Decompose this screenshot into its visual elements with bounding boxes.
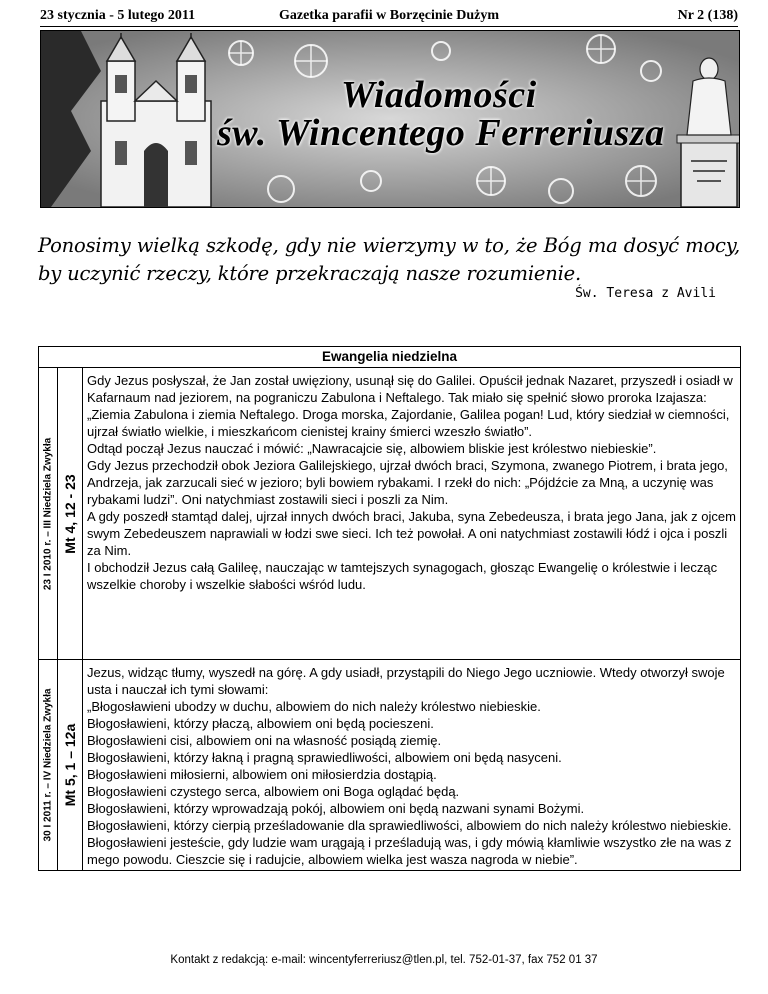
contact-footer: Kontakt z redakcją: e-mail: wincentyferreriusz@tlen.pl, tel. 752-01-37, fax 752 01 37 — [170, 954, 598, 966]
reading-paragraph: Błogosławieni, którzy cierpią prześladowanie dla sprawiedliwości, albowiem do nich należy królestwo niebieskie. — [87, 818, 732, 833]
gospel-table — [38, 346, 741, 871]
masthead-banner — [40, 30, 740, 208]
reading-date-label: 30 I 2011 r. – IV Niedziela Zwykła — [42, 688, 54, 842]
reading-date-cell — [39, 660, 58, 871]
reading-paragraph: A gdy poszedł stamtąd dalej, ujrzał innych dwóch braci, Jakuba, syna Zebedeusza, i brata jego Jana, jak z ojcem swym Zebedeuszem naprawiali w łodzi swe sieci. Ich też powołał. A oni natychmiast zostawili łódź i ojca i poszli za Nim. — [87, 509, 736, 558]
reading-reference: Mt 5, 1 – 12a — [62, 723, 78, 807]
gospel-title: Ewangelia niedzielna — [39, 347, 741, 368]
reading-date-cell — [39, 368, 58, 660]
reading-paragraph: I obchodził Jezus całą Galileę, nauczając w tamtejszych synagogach, głosząc Ewangelię o królestwie i lecząc wszelkie choroby i wszelkie słabości wśród ludu. — [87, 560, 718, 592]
issue-date-range: 23 stycznia - 5 lutego 2011 — [40, 8, 196, 23]
reading-paragraph: Błogosławieni, którzy wprowadzają pokój, albowiem oni będą nazwani synami Bożymi. — [87, 801, 585, 816]
masthead-title-line2: św. Wincentego Ferreriusza — [217, 112, 665, 154]
reading-paragraph: „Błogosławieni ubodzy w duchu, albowiem do nich należy królestwo niebieskie. — [87, 699, 541, 714]
reading-paragraph: Błogosławieni cisi, albowiem oni na własność posiądą ziemię. — [87, 733, 442, 748]
reading-text — [83, 660, 741, 871]
page-header — [40, 6, 738, 28]
quote-author: Św. Teresa z Avili — [575, 286, 716, 301]
reading-reference-cell — [58, 368, 83, 660]
reading-paragraph: Gdy Jezus przechodził obok Jeziora Galilejskiego, ujrzał dwóch braci, Szymona, zwanego Piotrem, i brata jego, Andrzeja, jak zarzucali sieć w jezioro; byli bowiem rybakami. I rzekł do nich: „Pójdźcie za Mną, a uczynię was rybakami ludzi”. Oni natychmiast zostawili sieci i poszli za Nim. — [87, 458, 728, 507]
quote-text: Ponosimy wielką szkodę, gdy nie wierzymy w to, że Bóg ma dosyć mocy, by uczynić rzeczy, które przekraczają nasze rozumienie. — [38, 234, 740, 285]
reading-paragraph: Błogosławieni, którzy płaczą, albowiem oni będą pocieszeni. — [87, 716, 434, 731]
reading-reference-cell — [58, 660, 83, 871]
reading-paragraph: Błogosławieni miłosierni, albowiem oni miłosierdzia dostąpią. — [87, 767, 437, 782]
reading-paragraph: Błogosławieni jesteście, gdy ludzie wam urągają i prześladują was, i gdy mówią kłamliwie wszystko złe na was z mego powodu. Cieszcie się i radujcie, albowiem wielka jest wasza nagroda w niebie”. — [87, 835, 732, 867]
masthead-title-line1: Wiadomości — [341, 74, 537, 116]
reading-reference: Mt 4, 12 - 23 — [62, 473, 78, 554]
reading-paragraph: Jezus, widząc tłumy, wyszedł na górę. A gdy usiadł, przystąpili do Niego Jego uczniowie. Wtedy otworzył swoje usta i nauczał ich tymi słowami: — [87, 665, 725, 697]
reading-paragraph: „Ziemia Zabulona i ziemia Neftalego. Droga morska, Zajordanie, Galilea pogan! Lud, który siedział w ciemności, ujrzał światło wielkie, i mieszkańcom cienistej krainy śmierci wzeszło światło”. — [87, 407, 730, 439]
reading-date-label: 23 I 2010 r. – III Niedziela Zwykła — [42, 437, 54, 590]
header-rule — [40, 26, 738, 27]
issue-number: Nr 2 (138) — [677, 8, 738, 23]
reading-paragraph: Gdy Jezus posłyszał, że Jan został uwięziony, usunął się do Galilei. Opuścił jednak Nazaret, przyszedł i osiadł w Kafarnaum nad jeziorem, na pograniczu Zabulona i Neftalego. Tak miało się spełnić słowo proroka Izajasza: — [87, 373, 733, 405]
reading-paragraph: Odtąd począł Jezus nauczać i mówić: „Nawracajcie się, albowiem bliskie jest królestwo niebieskie”. — [87, 441, 657, 456]
reading-paragraph: Błogosławieni czystego serca, albowiem oni Boga oglądać będą. — [87, 784, 460, 799]
reading-paragraph: Błogosławieni, którzy łakną i pragną sprawiedliwości, albowiem oni będą nasyceni. — [87, 750, 562, 765]
publication-name: Gazetka parafii w Borzęcinie Dużym — [278, 8, 500, 23]
reading-text — [83, 368, 741, 660]
